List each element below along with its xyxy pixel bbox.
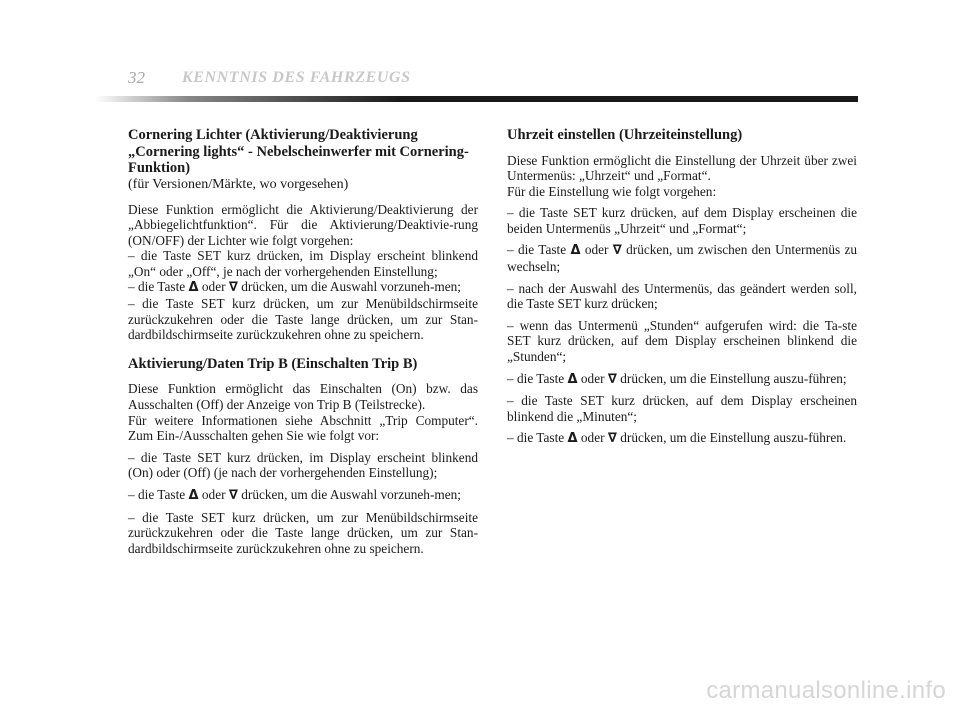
page-number: 32 xyxy=(128,68,145,87)
clock-step-2: – die Taste Δ oder ∇ drücken, um zwischen den Untermenüs zu wechseln; xyxy=(507,242,858,275)
down-arrow-icon: ∇ xyxy=(607,431,617,447)
page-header xyxy=(128,68,858,88)
down-arrow-icon: ∇ xyxy=(228,280,238,296)
cornering-step-3: – die Taste SET kurz drücken, um zur Menübildschirmseite zurückzukehren oder die Taste lange drücken, um zur Stan-dardbildschirmseite zurückzukehren ohne zu speichern. xyxy=(128,296,478,343)
cornering-step-1: – die Taste SET kurz drücken, im Display erscheint blinkend „On“ oder „Off“, je nach der vorhergehenden Einstellung; xyxy=(128,248,478,279)
cornering-subheading: (für Versionen/Märkte, wo vorgesehen) xyxy=(128,176,349,192)
down-arrow-icon: ∇ xyxy=(607,371,617,387)
up-arrow-icon: Δ xyxy=(570,243,581,259)
cornering-intro: Diese Funktion ermöglicht die Aktivierung/Deaktivierung der „Abbiegelichtfunktion“. Für die Aktivierung/Deaktivie-rung (ON/OFF) der Lichter wie folgt vorgehen: xyxy=(128,201,478,248)
watermark: carmanualsonline.info xyxy=(706,677,946,704)
header-rule xyxy=(95,96,858,102)
trip-b-step-1: – die Taste SET kurz drücken, im Display erscheint blinkend (On) oder (Off) (je nach der vorhergehenden Einstellung); xyxy=(128,449,478,481)
clock-heading: Uhrzeit einstellen (Uhrzeiteinstellung) xyxy=(507,127,743,143)
trip-b-intro: Diese Funktion ermöglicht das Einschalten (On) bzw. das Ausschalten (Off) der Anzeige von Trip B (Teilstrecke). xyxy=(128,381,478,412)
clock-step-7: – die Taste Δ oder ∇ drücken, um die Einstellung auszu-führen. xyxy=(507,430,847,447)
trip-b-heading: Aktivierung/Daten Trip B (Einschalten Trip B) xyxy=(128,355,418,372)
trip-b-step-3: – die Taste SET kurz drücken, um zur Menübildschirmseite zurückzukehren oder die Taste lange drücken, um zur Stan-dardbildschirmseite zurückzukehren ohne zu speichern. xyxy=(128,509,478,556)
clock-step-4: – wenn das Untermenü „Stunden“ aufgerufen wird: die Ta-ste SET kurz drücken, auf dem Display erscheinen blinkend die „Stunden“; xyxy=(507,317,857,365)
left-column xyxy=(128,127,478,556)
clock-step-6: – die Taste SET kurz drücken, auf dem Display erscheinen blinkend die „Minuten“; xyxy=(507,393,857,424)
running-title: KENNTNIS DES FAHRZEUGS xyxy=(182,69,411,86)
clock-step-5: – die Taste Δ oder ∇ drücken, um die Einstellung auszu-führen; xyxy=(507,370,847,387)
up-arrow-icon: Δ xyxy=(188,280,199,296)
down-arrow-icon: ∇ xyxy=(612,243,622,259)
cornering-heading: Cornering Lichter (Aktivierung/Deaktivierung „Cornering lights“ - Nebelscheinwerfer mit Cornering-Funktion) xyxy=(128,127,469,176)
trip-b-step-2: – die Taste Δ oder ∇ drücken, um die Auswahl vorzuneh-men; xyxy=(128,486,461,503)
clock-step-3: – nach der Auswahl des Untermenüs, das geändert werden soll, die Taste SET kurz drücken; xyxy=(507,280,857,312)
right-column xyxy=(507,127,857,447)
up-arrow-icon: Δ xyxy=(567,431,578,447)
trip-b-note: Für weitere Informationen siehe Abschnitt „Trip Computer“. Zum Ein-/Ausschalten gehen Sie wie folgt vor: xyxy=(128,412,478,444)
clock-procedure: Für die Einstellung wie folgt vorgehen: xyxy=(507,183,717,199)
cornering-step-2: – die Taste Δ oder ∇ drücken, um die Auswahl vorzuneh-men; xyxy=(128,279,461,296)
clock-step-1: – die Taste SET kurz drücken, auf dem Display erscheinen die beiden Untermenüs „Uhrzeit“ und „Format“; xyxy=(507,205,857,236)
down-arrow-icon: ∇ xyxy=(228,487,238,503)
up-arrow-icon: Δ xyxy=(567,371,578,387)
clock-intro: Diese Funktion ermöglicht die Einstellung der Uhrzeit über zwei Untermenüs: „Uhrzeit“ und „Format“. xyxy=(507,152,857,184)
up-arrow-icon: Δ xyxy=(188,487,199,503)
